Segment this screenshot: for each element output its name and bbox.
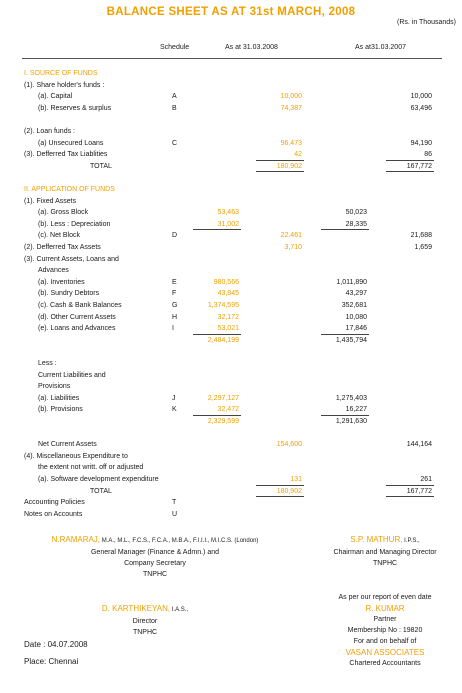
current-subvalue: 1,374,595 <box>207 302 239 309</box>
signatory-name: S.P. MATHUR, <box>350 535 403 544</box>
on-behalf-line: For and on behalf of <box>353 638 417 645</box>
previous-value: 10,000 <box>410 93 432 101</box>
subtotal-rule <box>321 334 369 335</box>
schedule-code: J <box>172 394 176 402</box>
signatory-title: Partner <box>373 616 397 623</box>
previous-value: 63,496 <box>410 104 432 112</box>
table-row <box>0 497 462 508</box>
current-value: 42 <box>294 151 302 159</box>
schedule-code: K <box>172 406 177 414</box>
current-subvalue: 31,002 <box>217 220 239 228</box>
schedule-code: F <box>172 290 177 298</box>
current-subvalue: 2,484,199 <box>207 336 239 344</box>
current-value: 96,473 <box>280 139 302 147</box>
schedule-code: D <box>172 232 178 240</box>
row-label: (1). Share holder's funds : <box>24 81 105 89</box>
table-row <box>0 381 462 392</box>
row-label: the extent not writt. off or adjusted <box>38 464 144 472</box>
table-row <box>0 451 462 462</box>
membership-number: Membership No : 19820 <box>347 627 423 634</box>
table-row <box>0 138 462 149</box>
page-title: BALANCE SHEET AS AT 31st MARCH, 2008 <box>106 6 356 18</box>
firm-title: Chartered Accountants <box>349 660 421 667</box>
header-rule <box>22 58 442 59</box>
signature-mathur <box>320 534 450 569</box>
schedule-code: A <box>172 93 177 101</box>
row-label: (a). Liabilities <box>38 394 80 402</box>
table-row <box>0 393 462 404</box>
table-row <box>0 462 462 473</box>
table-row <box>0 288 462 299</box>
previous-value: 94,190 <box>410 139 432 147</box>
row-label: Accounting Policies <box>24 499 85 507</box>
row-label: Current Liabilities and <box>38 371 106 379</box>
signatory-title: Company Secretary <box>124 560 186 567</box>
table-row <box>0 346 462 357</box>
table-row <box>0 126 462 137</box>
table-row <box>0 416 462 427</box>
row-label: TOTAL <box>90 162 112 170</box>
row-label: (3). Defferred Tax Liablities <box>24 151 108 159</box>
row-label: I. SOURCE OF FUNDS <box>24 70 98 77</box>
signatory-title: Chairman and Managing Director <box>333 549 437 556</box>
current-subvalue: 32,172 <box>217 313 239 321</box>
signatory-qualifications: I.A.S., <box>170 607 189 613</box>
subtotal-rule <box>193 415 241 416</box>
row-label: (4). Miscellaneous Expenditure to <box>24 452 128 460</box>
table-row <box>0 439 462 450</box>
signatory-qualifications: M.A., M.L., F.C.S., F.C.A., M.B.A., F.I.I.I., M.I.C.S. (London) <box>100 538 259 544</box>
current-value: 10,000 <box>280 93 302 101</box>
row-label: (a). Capital <box>38 93 73 101</box>
table-row <box>0 428 462 439</box>
previous-value: 21,688 <box>410 232 432 240</box>
row-label: (a). Gross Block <box>38 209 89 217</box>
table-row <box>0 114 462 125</box>
table-row <box>0 300 462 311</box>
section-heading <box>0 68 462 79</box>
subtotal-rule <box>386 171 434 172</box>
row-label: (c). Cash & Bank Balances <box>38 302 122 309</box>
signature-karthikeyan <box>80 603 210 638</box>
schedule-code: C <box>172 139 178 147</box>
table-row <box>0 80 462 91</box>
signatory-org: TNPHC <box>142 571 168 578</box>
row-label: Net Current Assets <box>38 441 97 449</box>
section-heading <box>0 184 462 195</box>
current-subvalue: 2,329,599 <box>207 418 239 425</box>
row-label: (b). Sundry Debtors <box>38 290 100 298</box>
subtotal-rule <box>193 229 241 230</box>
previous-subvalue: 28,335 <box>345 220 367 228</box>
table-row <box>0 486 462 497</box>
row-label: (c). Net Block <box>38 232 81 240</box>
subtotal-rule <box>386 160 434 161</box>
current-subvalue: 53,021 <box>217 325 239 333</box>
table-row <box>0 404 462 415</box>
signatory-name: N.RAMARAJ, <box>51 535 101 544</box>
subtotal-rule <box>386 496 434 497</box>
header-schedule: Schedule <box>160 44 190 51</box>
previous-subvalue: 10,080 <box>345 313 367 321</box>
table-row <box>0 509 462 520</box>
signature-kumar <box>320 592 450 669</box>
current-subvalue: 43,845 <box>217 290 239 298</box>
subtotal-rule <box>256 171 304 172</box>
schedule-code: H <box>172 313 178 321</box>
table-row <box>0 277 462 288</box>
row-label: (2). Loan funds : <box>24 128 75 135</box>
signature-ramaraj <box>40 534 270 580</box>
previous-subvalue: 16,227 <box>345 406 367 414</box>
current-subvalue: 53,463 <box>217 209 239 217</box>
subtotal-rule <box>193 334 241 335</box>
previous-subvalue: 17,846 <box>345 325 367 333</box>
table-row <box>0 474 462 485</box>
current-value: 22,461 <box>280 232 302 240</box>
table-row <box>0 172 462 183</box>
header-previous-year: As at31.03.2007 <box>355 44 406 51</box>
schedule-code: U <box>172 510 178 518</box>
row-label: Advances <box>38 267 69 275</box>
current-subvalue: 2,297,127 <box>207 394 239 402</box>
previous-subvalue: 352,681 <box>341 302 367 309</box>
place-line: Place: Chennai <box>24 657 79 666</box>
previous-subvalue: 1,011,890 <box>336 278 367 286</box>
schedule-code: E <box>172 278 177 286</box>
table-row <box>0 323 462 334</box>
subtotal-rule <box>256 160 304 161</box>
table-row <box>0 219 462 230</box>
previous-subvalue: 50,023 <box>345 209 367 217</box>
current-value: 180,902 <box>276 487 302 495</box>
signatory-name: R. KUMAR <box>365 604 405 613</box>
header-current-year: As at 31.03.2008 <box>225 44 278 51</box>
row-label: (3). Current Assets, Loans and <box>24 255 119 263</box>
current-value: 180,902 <box>276 162 302 170</box>
table-row <box>0 265 462 276</box>
previous-value: 167,772 <box>406 487 432 495</box>
row-label: (b). Reserves & surplus <box>38 104 112 112</box>
signatory-name: D. KARTHIKEYAN, <box>101 604 171 613</box>
row-label: Provisions <box>38 383 71 391</box>
table-row <box>0 103 462 114</box>
row-label: TOTAL <box>90 487 112 495</box>
subtotal-rule <box>256 485 304 486</box>
previous-subvalue: 43,297 <box>345 290 367 298</box>
row-label: (e). Loans and Advances <box>38 325 116 333</box>
previous-value: 167,772 <box>406 162 432 170</box>
current-subvalue: 32,472 <box>217 406 239 414</box>
previous-value: 86 <box>424 151 432 159</box>
signatory-qualifications: I.P.S., <box>402 538 420 544</box>
table-row <box>0 242 462 253</box>
row-label: Notes on Accounts <box>24 510 83 518</box>
row-label: (a) Unsecured Loans <box>38 139 104 147</box>
schedule-code: I <box>172 325 174 333</box>
firm-name: VASAN ASSOCIATES <box>345 648 425 657</box>
date-line: Date : 04.07.2008 <box>24 640 88 649</box>
signatory-org: TNPHC <box>372 560 398 567</box>
table-row <box>0 230 462 241</box>
table-row <box>0 254 462 265</box>
table-row <box>0 207 462 218</box>
previous-subvalue: 1,275,403 <box>335 394 367 402</box>
table-row <box>0 370 462 381</box>
units-note: (Rs. in Thousands) <box>396 19 456 26</box>
schedule-code: T <box>172 499 177 507</box>
subtotal-rule <box>321 415 369 416</box>
current-value: 154,600 <box>276 441 302 449</box>
signatory-title: Director <box>132 618 158 625</box>
table-row <box>0 161 462 172</box>
table-row <box>0 312 462 323</box>
row-label: (b). Less : Depreciation <box>38 220 111 228</box>
schedule-code: G <box>172 302 178 309</box>
subtotal-rule <box>321 229 369 230</box>
row-label: Less : <box>38 360 57 367</box>
signatory-title: General Manager (Finance & Admn.) and <box>90 549 219 556</box>
row-label: II. APPLICATION OF FUNDS <box>24 186 115 193</box>
table-row <box>0 358 462 369</box>
current-subvalue: 980,566 <box>213 278 239 286</box>
current-value: 131 <box>290 476 302 483</box>
previous-subvalue: 1,435,794 <box>335 336 367 344</box>
previous-subvalue: 1,291,630 <box>335 418 367 425</box>
row-label: (1). Fixed Assets <box>24 197 77 205</box>
table-row <box>0 335 462 346</box>
row-label: (a). Software development expenditure <box>38 476 159 483</box>
row-label: (b). Provisions <box>38 406 83 414</box>
current-value: 3,710 <box>284 244 302 251</box>
row-label: (2). Defferred Tax Assets <box>24 244 101 251</box>
row-label: (d). Other Current Assets <box>38 313 116 321</box>
row-label: (a). Inventories <box>38 278 85 286</box>
table-row <box>0 149 462 160</box>
previous-value: 261 <box>420 476 432 483</box>
previous-value: 1,659 <box>414 244 432 251</box>
subtotal-rule <box>256 496 304 497</box>
previous-value: 144,164 <box>406 441 432 449</box>
current-value: 74,387 <box>280 104 302 112</box>
schedule-code: B <box>172 104 177 112</box>
table-row <box>0 196 462 207</box>
report-line: As per our report of even date <box>338 594 432 601</box>
subtotal-rule <box>386 485 434 486</box>
signatory-org: TNPHC <box>132 629 158 636</box>
table-row <box>0 91 462 102</box>
